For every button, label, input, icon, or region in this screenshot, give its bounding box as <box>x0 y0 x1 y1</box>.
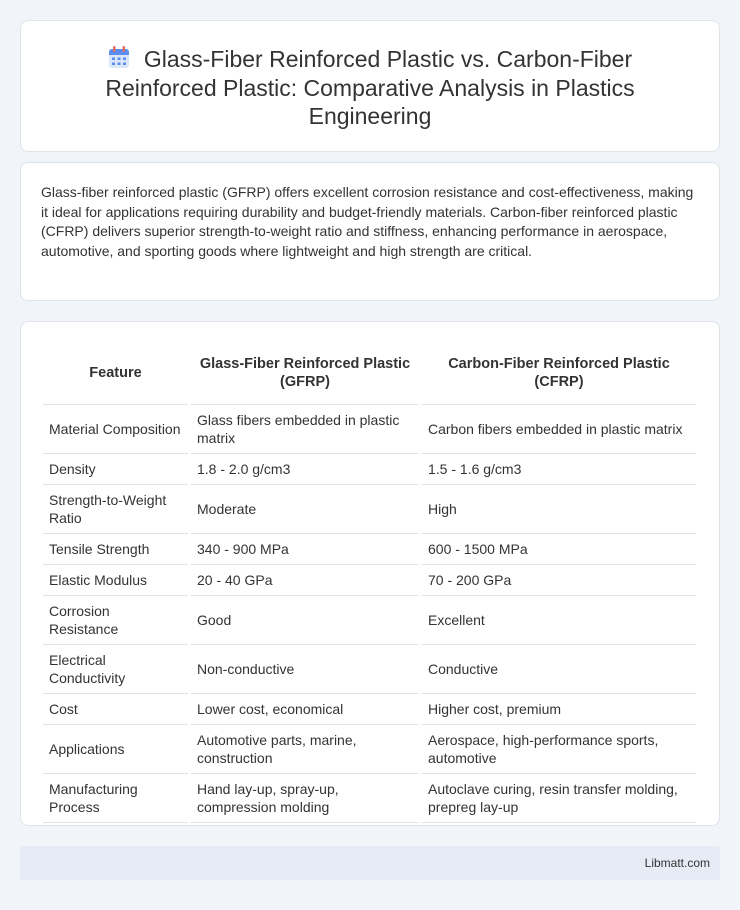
header-cfrp: Carbon-Fiber Reinforced Plastic (CFRP) <box>422 342 696 405</box>
cfrp-cell: 600 - 1500 MPa <box>422 534 696 565</box>
cfrp-cell: Higher cost, premium <box>422 694 696 725</box>
feature-cell: Elastic Modulus <box>43 565 188 596</box>
table-row <box>43 405 696 454</box>
header-gfrp: Glass-Fiber Reinforced Plastic (GFRP) <box>191 342 419 405</box>
feature-cell: Manufacturing Process <box>43 774 188 823</box>
gfrp-cell: Lower cost, economical <box>191 694 419 725</box>
feature-cell: Strength-to-Weight Ratio <box>43 485 188 534</box>
header-feature: Feature <box>43 342 188 405</box>
summary-card <box>20 162 720 301</box>
cfrp-cell: High <box>422 485 696 534</box>
cfrp-cell: Excellent <box>422 596 696 645</box>
comparison-card <box>20 321 720 826</box>
title-card <box>20 20 720 152</box>
cfrp-cell: Carbon fibers embedded in plastic matrix <box>422 405 696 454</box>
feature-cell: Electrical Conductivity <box>43 645 188 694</box>
gfrp-cell: Glass fibers embedded in plastic matrix <box>191 405 419 454</box>
table-row <box>43 485 696 534</box>
cfrp-cell: Conductive <box>422 645 696 694</box>
gfrp-cell: 20 - 40 GPa <box>191 565 419 596</box>
table-row <box>43 596 696 645</box>
feature-cell: Tensile Strength <box>43 534 188 565</box>
page-title-text: Glass-Fiber Reinforced Plastic vs. Carbon-Fiber Reinforced Plastic: Comparative Analysis in Plastics Engineering <box>105 46 635 129</box>
feature-cell: Material Composition <box>43 405 188 454</box>
gfrp-cell: Moderate <box>191 485 419 534</box>
feature-cell: Cost <box>43 694 188 725</box>
gfrp-cell: Non-conductive <box>191 645 419 694</box>
footer <box>20 846 720 880</box>
calendar-icon <box>108 45 130 69</box>
gfrp-cell: 340 - 900 MPa <box>191 534 419 565</box>
table-row <box>43 645 696 694</box>
table-row <box>43 694 696 725</box>
table-header-row <box>43 342 696 405</box>
feature-cell: Corrosion Resistance <box>43 596 188 645</box>
summary-text: Glass-fiber reinforced plastic (GFRP) offers excellent corrosion resistance and cost-effectiveness, making it ideal for applications requiring durability and budget-friendly materials. Carbon-fiber reinforced plastic (CFRP) delivers superior strength-to-weight ratio and stiffness, enhancing performance in aerospace, automotive, and sporting goods where lightweight and high strength are critical. <box>41 184 694 259</box>
gfrp-cell: Automotive parts, marine, construction <box>191 725 419 774</box>
page-title <box>21 21 719 131</box>
comparison-table <box>40 342 699 823</box>
gfrp-cell: Good <box>191 596 419 645</box>
table-row <box>43 534 696 565</box>
cfrp-cell: 1.5 - 1.6 g/cm3 <box>422 454 696 485</box>
cfrp-cell: Aerospace, high-performance sports, automotive <box>422 725 696 774</box>
cfrp-cell: 70 - 200 GPa <box>422 565 696 596</box>
cfrp-cell: Autoclave curing, resin transfer molding, prepreg lay-up <box>422 774 696 823</box>
gfrp-cell: 1.8 - 2.0 g/cm3 <box>191 454 419 485</box>
table-row <box>43 454 696 485</box>
gfrp-cell: Hand lay-up, spray-up, compression molding <box>191 774 419 823</box>
footer-brand[interactable]: Libmatt.com <box>644 856 710 870</box>
feature-cell: Density <box>43 454 188 485</box>
table-row <box>43 774 696 823</box>
table-row <box>43 725 696 774</box>
table-row <box>43 565 696 596</box>
feature-cell: Applications <box>43 725 188 774</box>
